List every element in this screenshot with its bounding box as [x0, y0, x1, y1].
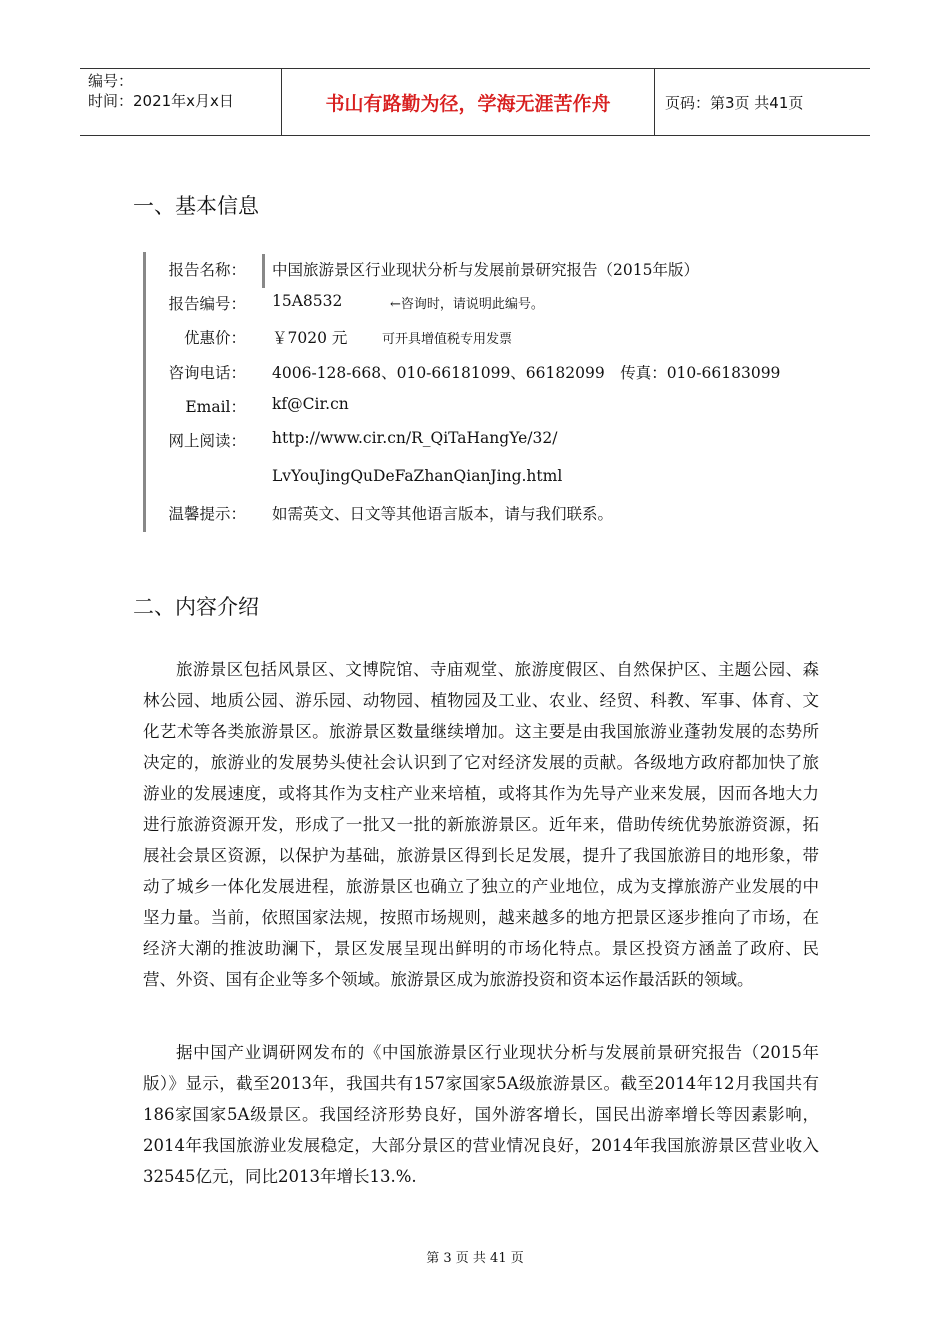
- info-label: 报告编号：: [168, 295, 246, 313]
- info-value: 中国旅游景区行业现状分析与发展前景研究报告（2015年版）: [272, 261, 699, 279]
- info-label: 报告名称：: [168, 261, 246, 279]
- page-footer: 第 3 页 共 41 页: [426, 1251, 524, 1266]
- info-label: 网上阅读：: [168, 432, 246, 450]
- header-meta: [80, 69, 282, 135]
- document-header: [80, 68, 870, 136]
- info-value: ￥7020 元: [272, 329, 348, 347]
- header-motto: 书山有路勤为径，学海无涯苦作舟: [282, 69, 655, 135]
- info-note: ←咨询时，请说明此编号。: [390, 297, 544, 312]
- email-link[interactable]: kf@Cir.cn: [272, 395, 349, 413]
- info-label: 优惠价：: [183, 329, 246, 347]
- number-label: 编号：: [88, 72, 134, 90]
- online-read-link[interactable]: http://www.cir.cn/R_QiTaHangYe/32/: [272, 429, 558, 447]
- info-label: 咨询电话：: [168, 364, 246, 382]
- info-value: 如需英文、日文等其他语言版本，请与我们联系。: [272, 505, 614, 523]
- info-value: 4006-128-668、010-66181099、66182099 传真：010-66183099: [272, 364, 781, 382]
- content-paragraph: 旅游景区包括风景区、文博院馆、寺庙观堂、旅游度假区、自然保护区、主题公园、森林公园、地质公园、游乐园、动物园、植物园及工业、农业、经贸、科教、军事、体育、文化艺术等各类旅游景区。旅游景区数量继续增加。这主要是由我国旅游业蓬勃发展的态势所决定的，旅游业的发展势头使社会认识到了它对经济发展的贡献。各级地方政府都加快了旅游业的发展速度，或将其作为支柱产业来培植，或将其作为先导产业来发展，因而各地大力进行旅游资源开发，形成了一批又一批的新旅游景区。近年来，借助传统优势旅游资源，拓展社会景区资源，以保护为基础，旅游景区得到长足发展，提升了我国旅游目的地形象，带动了城乡一体化发展进程，旅游景区也确立了独立的产业地位，成为支撑旅游产业发展的中坚力量。当前，依照国家法规，按照市场规则，越来越多的地方把景区逐步推向了市场，在经济大潮的推波助澜下，景区发展呈现出鲜明的市场化特点。景区投资方涵盖了政府、民营、外资、国有企业等多个领域。旅游景区成为旅游投资和资本运作最活跃的领域。: [143, 660, 819, 989]
- header-page-info: 页码：第3页 共41页: [665, 93, 804, 112]
- online-read-link-cont[interactable]: LvYouJingQuDeFaZhanQianJing.html: [272, 467, 563, 485]
- basic-info-box: [143, 252, 826, 532]
- info-value: 15A8532: [272, 292, 343, 310]
- info-label: Email：: [185, 398, 246, 416]
- info-note: 可开具增值税专用发票: [382, 332, 513, 347]
- info-label: 温馨提示：: [168, 505, 246, 523]
- time-label: 时间：2021年x月x日: [88, 92, 234, 110]
- section-title-content-intro: 二、内容介绍: [133, 595, 259, 619]
- title-marker-bar: [262, 254, 265, 288]
- section-title-basic-info: 一、基本信息: [133, 194, 259, 218]
- content-paragraph: 据中国产业调研网发布的《中国旅游景区行业现状分析与发展前景研究报告（2015年版）》显示，截至2013年，我国共有157家国家5A级旅游景区。截至2014年12月我国共有186家国家5A级景区。我国经济形势良好，国外游客增长，国民出游率增长等因素影响，2014年我国旅游业发展稳定，大部分景区的营业情况良好，2014年我国旅游景区营业收入32545亿元，同比2013年增长13.%.: [143, 1043, 819, 1186]
